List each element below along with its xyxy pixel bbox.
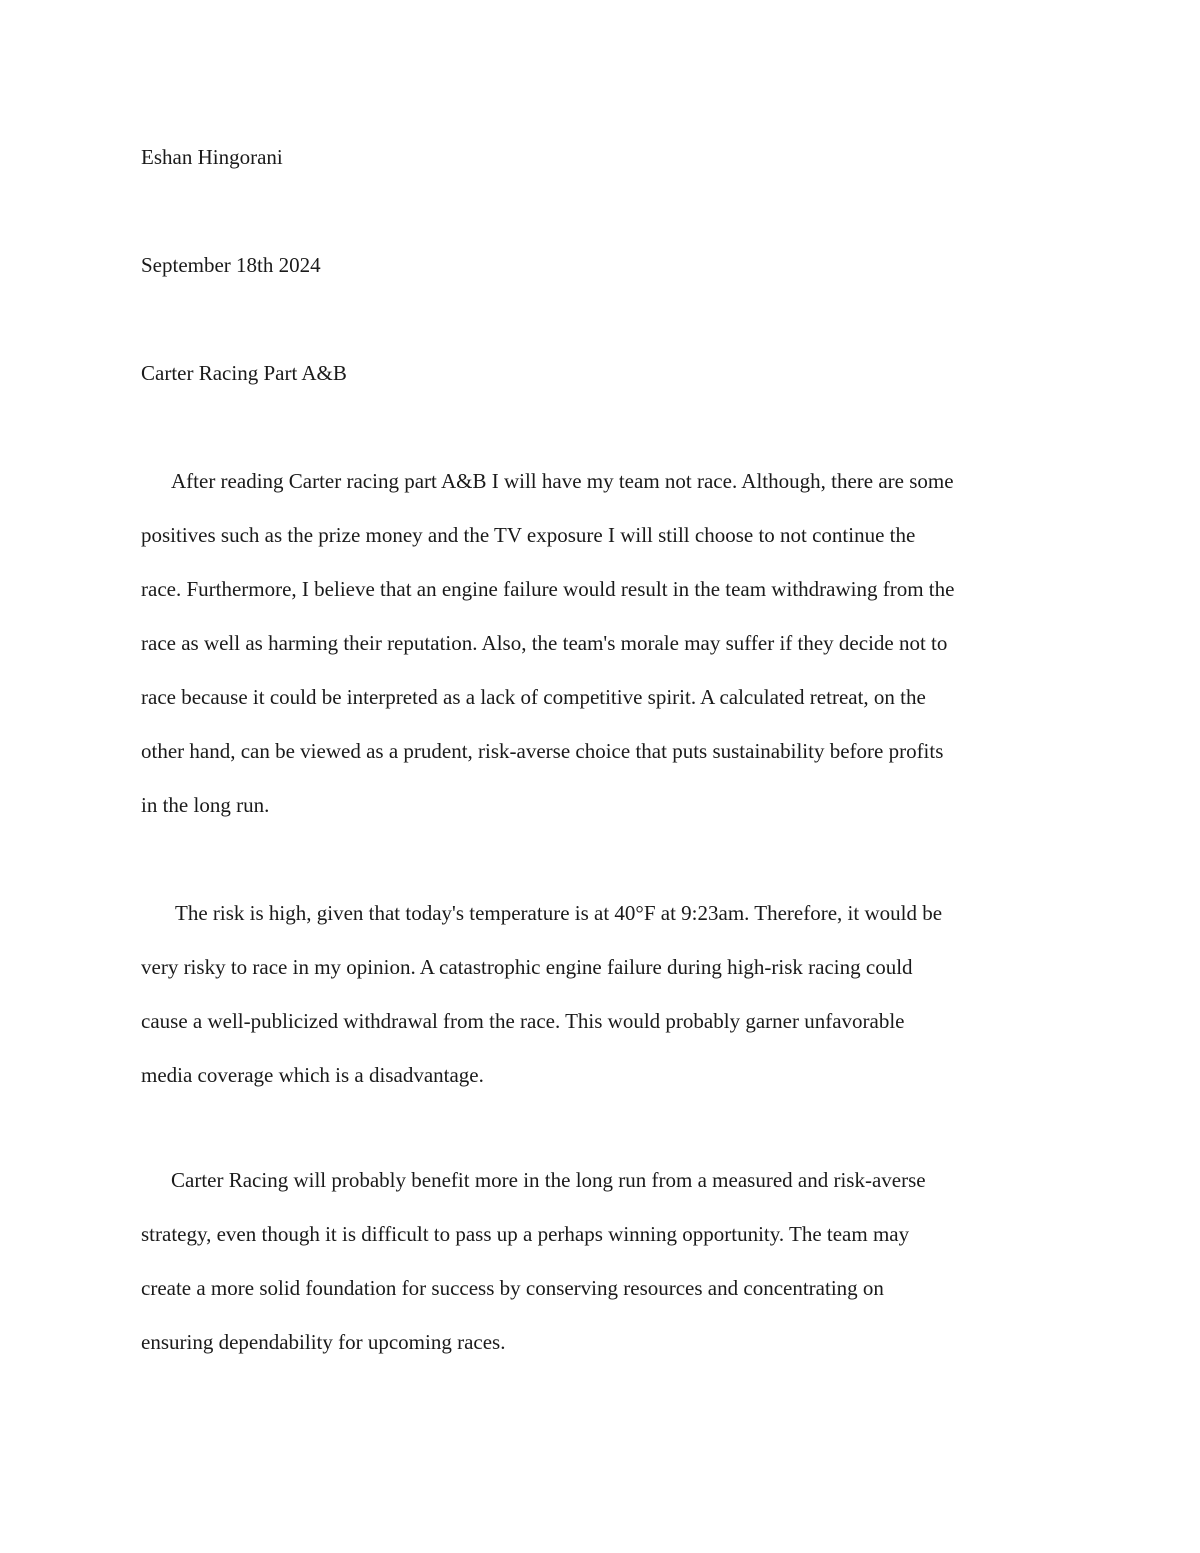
paragraph-line: ensuring dependability for upcoming races. bbox=[141, 1330, 506, 1354]
document-date: September 18th 2024 bbox=[141, 253, 321, 277]
paragraph-line: create a more solid foundation for success by conserving resources and concentrating on bbox=[141, 1276, 884, 1300]
paragraph-line: positives such as the prize money and the TV exposure I will still choose to not continue the bbox=[141, 523, 916, 547]
author-name: Eshan Hingorani bbox=[141, 145, 283, 169]
paragraph-line: The risk is high, given that today's temperature is at 40°F at 9:23am. Therefore, it would be bbox=[175, 901, 943, 925]
paragraph-line: cause a well-publicized withdrawal from the race. This would probably garner unfavorable bbox=[141, 1009, 905, 1033]
paragraph-1 bbox=[141, 454, 1061, 832]
paragraph-line: very risky to race in my opinion. A catastrophic engine failure during high-risk racing could bbox=[141, 955, 913, 979]
paragraph-line: strategy, even though it is difficult to pass up a perhaps winning opportunity. The team may bbox=[141, 1222, 910, 1246]
paragraph-line: race. Furthermore, I believe that an engine failure would result in the team withdrawing from the bbox=[141, 577, 955, 601]
paragraph-line: other hand, can be viewed as a prudent, risk-averse choice that puts sustainability before profits bbox=[141, 739, 944, 763]
paragraph-line: race because it could be interpreted as a lack of competitive spirit. A calculated retreat, on the bbox=[141, 685, 926, 709]
document-title: Carter Racing Part A&B bbox=[141, 361, 347, 385]
paragraph-line: race as well as harming their reputation. Also, the team's morale may suffer if they decide not to bbox=[141, 631, 948, 655]
paragraph-line: After reading Carter racing part A&B I will have my team not race. Although, there are some bbox=[171, 469, 954, 493]
paragraph-line: in the long run. bbox=[141, 793, 270, 817]
paragraph-line: Carter Racing will probably benefit more in the long run from a measured and risk-averse bbox=[171, 1168, 926, 1192]
paragraph-3 bbox=[141, 1153, 1061, 1369]
paragraph-2 bbox=[141, 886, 1061, 1102]
paragraph-line: media coverage which is a disadvantage. bbox=[141, 1063, 484, 1087]
